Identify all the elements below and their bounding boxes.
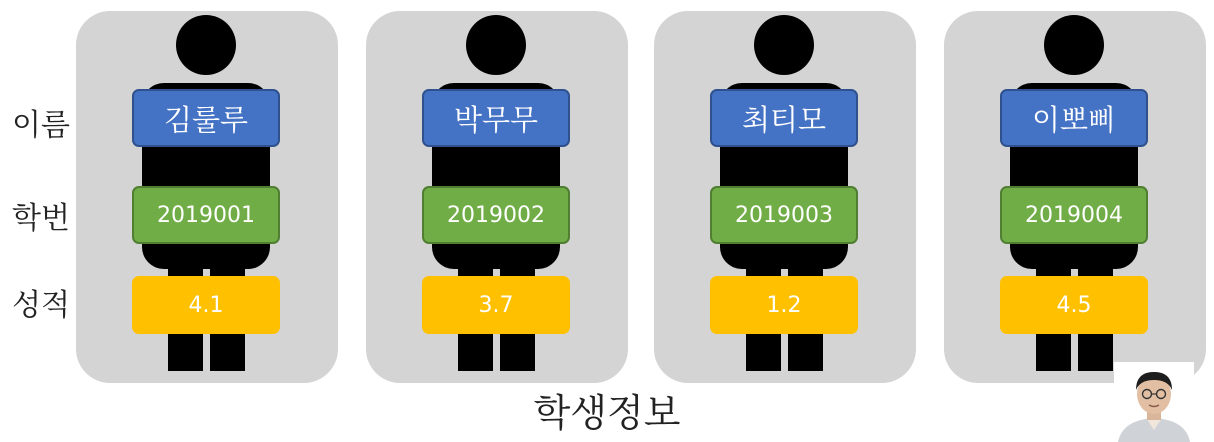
student-grade-tag: 3.7 <box>422 276 570 334</box>
student-grade-tag: 4.1 <box>132 276 280 334</box>
student-grade-tag: 1.2 <box>710 276 858 334</box>
row-label-student-id: 학번 <box>12 201 70 236</box>
student-card-1 <box>76 11 338 383</box>
student-grade-tag: 4.5 <box>1000 276 1148 334</box>
row-label-grade: 성적 <box>12 288 70 323</box>
student-card-2 <box>366 11 628 383</box>
student-id-tag: 2019004 <box>1000 186 1148 244</box>
row-label-name: 이름 <box>12 108 70 143</box>
student-name-tag: 최티모 <box>710 89 858 147</box>
presenter-avatar <box>1114 362 1194 442</box>
student-name-tag: 이뽀삐 <box>1000 89 1148 147</box>
student-name-tag: 김룰루 <box>132 89 280 147</box>
student-name-tag: 박무무 <box>422 89 570 147</box>
student-id-tag: 2019001 <box>132 186 280 244</box>
student-card-3 <box>654 11 916 383</box>
student-card-4 <box>944 11 1206 383</box>
diagram-caption: 학생정보 <box>533 391 681 435</box>
student-id-tag: 2019003 <box>710 186 858 244</box>
student-id-tag: 2019002 <box>422 186 570 244</box>
